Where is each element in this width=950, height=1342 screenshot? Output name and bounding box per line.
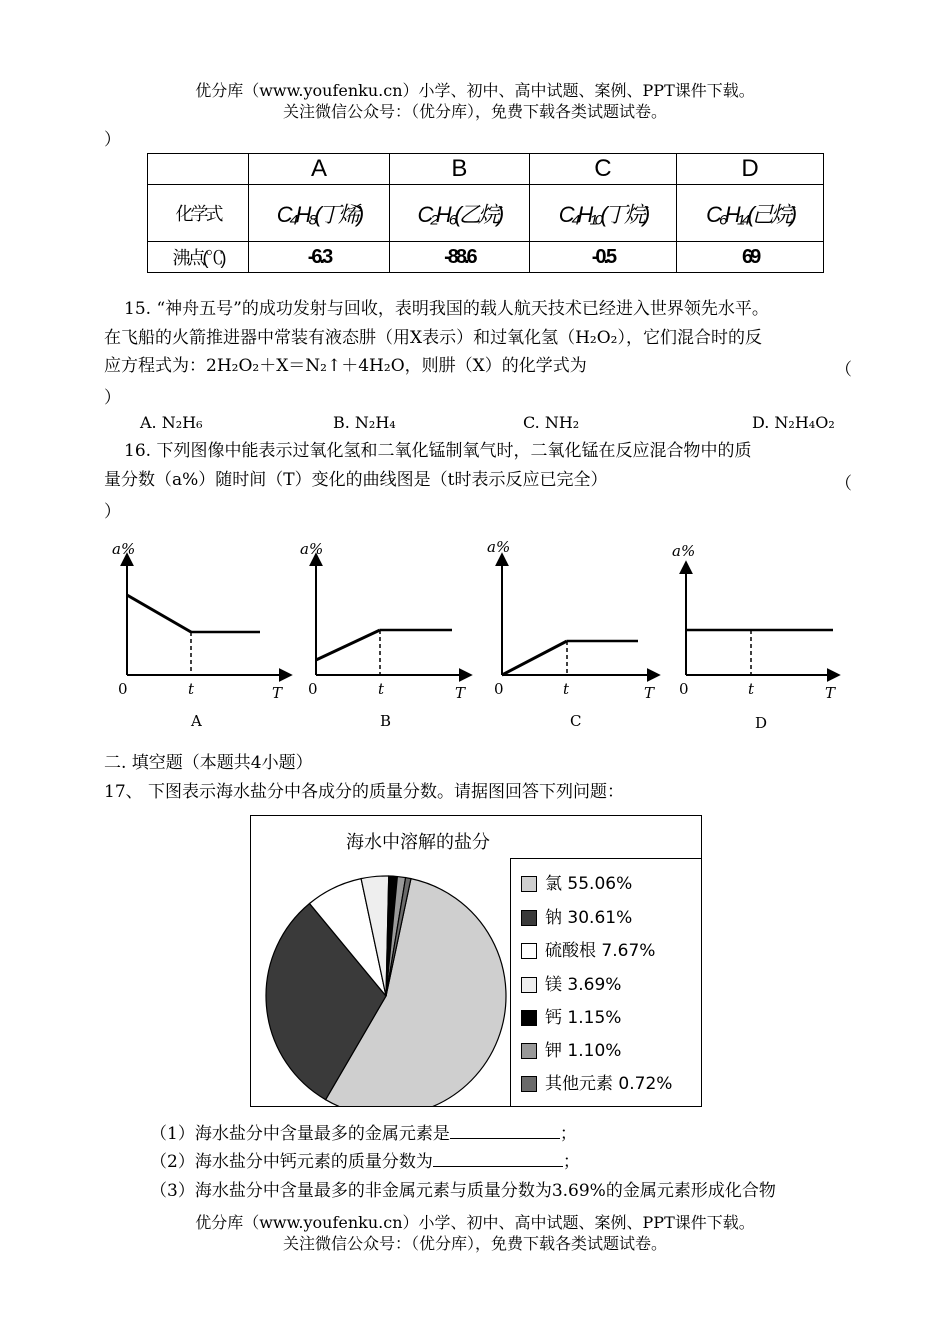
x-label: T [644,684,655,702]
q15-line1: 15. “神舟五号”的成功发射与回收，表明我国的载人航天技术已经进入世界领先水平。 [124,299,769,319]
q16-paren-open: （ [835,474,852,494]
table-row-label-bp: 沸点(℃) [148,242,249,273]
y-label: a% [487,538,511,556]
legend-swatch [521,1043,537,1059]
chart-legend [510,858,701,1106]
origin-label: 0 [118,680,128,698]
table-cell-bp: -0.5 [529,242,676,273]
q14-paren-close: ） [104,130,121,150]
table-corner [148,154,249,185]
page-footer-line2: 关注微信公众号：（优分库），免费下载各类试题试卷。 [282,1234,667,1253]
graph-label-a: A [191,712,202,730]
q17-sub2-text: （2）海水盐分中钙元素的质量分数为 [150,1152,433,1172]
legend-swatch [521,1010,537,1026]
legend-item [521,940,655,962]
q16-line1: 16. 下列图像中能表示过氧化氢和二氧化锰制氧气时，二氧化锰在反应混合物中的质 [124,441,752,461]
legend-item [521,1040,621,1062]
table-cell-bp: -6.3 [249,242,390,273]
origin-label: 0 [308,680,318,698]
q17-sub2-end: ； [562,1152,580,1172]
table-cell-formula: C₂H₆(乙烷) [390,185,530,242]
table-header-d: D [677,154,824,185]
legend-label: 钠 30.61% [545,908,633,928]
page-header-line2: 关注微信公众号：（优分库），免费下载各类试题试卷。 [282,102,667,121]
q15-option-b: B. N₂H₄ [333,413,396,432]
y-label: a% [672,542,696,560]
x-label: T [272,684,283,702]
answer-blank-2[interactable] [433,1166,563,1167]
origin-label: 0 [679,680,689,698]
q15-option-a: A. N₂H₆ [140,413,203,432]
table-header-a: A [249,154,390,185]
x-label: T [825,684,836,702]
answer-blank-1[interactable] [450,1138,560,1139]
origin-label: 0 [494,680,504,698]
table-row-label-formula: 化学式 [148,185,249,242]
table-cell-bp: -88.6 [390,242,530,273]
graph-label-c: C [570,712,582,730]
graph-label-b: B [380,712,392,730]
table-cell-formula: C₆H₁₄(己烷) [677,185,824,242]
legend-label: 硫酸根 7.67% [545,941,656,961]
q15-line3: 应方程式为：2H₂O₂＋X＝N₂↑＋4H₂O，则肼（X）的化学式为 [104,356,587,376]
x-label: T [455,684,466,702]
t-label: t [378,680,385,698]
legend-item [521,1007,621,1029]
graph-b [300,540,470,730]
legend-label: 钾 1.10% [545,1041,622,1061]
legend-item [521,907,632,929]
q15-option-d: D. N₂H₄O₂ [752,413,835,432]
t-label: t [748,680,755,698]
legend-swatch [521,910,537,926]
q17-intro: 17、 下图表示海水盐分中各成分的质量分数。请据图回答下列问题： [104,782,625,802]
t-label: t [188,680,195,698]
table-cell-formula: C₄H₁₀(丁烷) [529,185,676,242]
q14-table [147,153,824,273]
q16-line2: 量分数（a%）随时间（T）变化的曲线图是（t时表示反应已完全） [104,470,608,490]
q17-sub1-end: ； [559,1124,577,1144]
table-header-b: B [390,154,530,185]
table-cell-bp: 69 [677,242,824,273]
q17-sub3: （3）海水盐分中含量最多的非金属元素与质量分数为3.69%的金属元素形成化合物 [150,1181,776,1201]
page-header-line1: 优分库（www.youfenku.cn）小学、初中、高中试题、案例、PPT课件下载。 [195,81,755,100]
table-cell-formula: C₄H₈(丁烯) [249,185,390,242]
q17-sub1-text: （1）海水盐分中含量最多的金属元素是 [150,1124,450,1144]
legend-label: 其他元素 0.72% [545,1074,673,1094]
t-label: t [563,680,570,698]
pie-chart [251,816,511,1106]
table-header-c: C [529,154,676,185]
y-label: a% [300,540,324,558]
section-heading: 二. 填空题（本题共4小题） [104,753,313,773]
graph-c [487,538,658,730]
legend-item [521,873,632,895]
y-label: a% [112,540,136,558]
q17-sub1 [150,1123,895,1145]
q15-line2: 在飞船的火箭推进器中常装有液态肼（用X表示）和过氧化氢（H₂O₂），它们混合时的反 [104,328,762,348]
q15-paren-close: ） [104,388,121,408]
q15-paren-open: （ [835,360,852,380]
page-footer-line1: 优分库（www.youfenku.cn）小学、初中、高中试题、案例、PPT课件下载。 [195,1213,755,1232]
legend-label: 镁 3.69% [545,975,622,995]
legend-label: 氯 55.06% [545,874,633,894]
legend-swatch [521,943,537,959]
graph-label-d: D [755,714,768,732]
chart-title: 海水中溶解的盐分 [346,832,490,853]
q16-paren-close: ） [104,502,121,522]
q16-graphs [100,530,860,740]
legend-swatch [521,1076,537,1092]
legend-item [521,1073,672,1095]
legend-swatch [521,977,537,993]
legend-swatch [521,876,537,892]
graph-d [672,542,838,732]
legend-item [521,974,621,996]
graph-a [112,540,290,730]
q15-option-c: C. NH₂ [523,413,580,432]
q17-sub2 [150,1151,895,1173]
legend-label: 钙 1.15% [545,1008,622,1028]
